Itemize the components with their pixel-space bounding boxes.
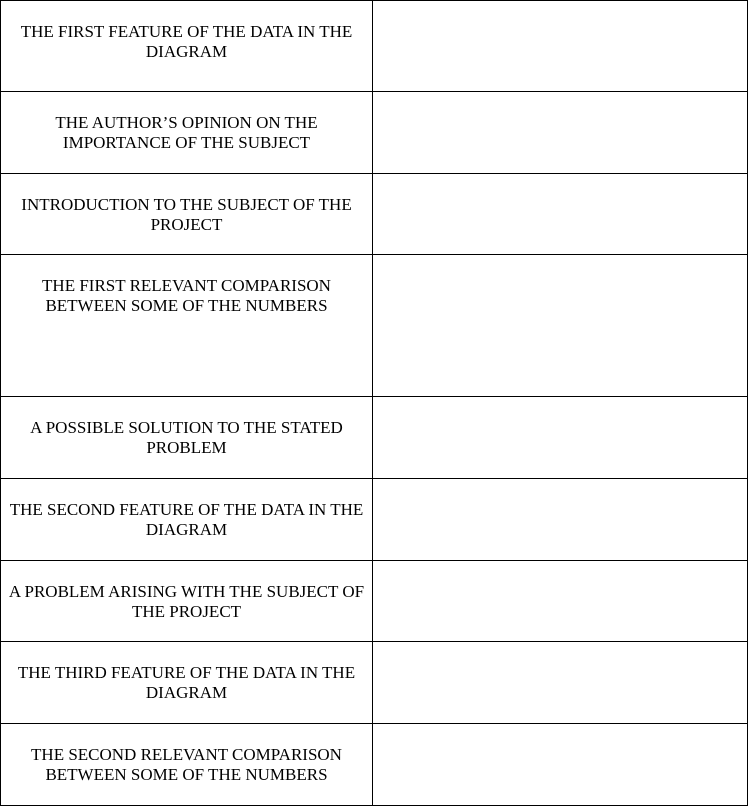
table-row	[1, 174, 748, 255]
table-row	[1, 642, 748, 724]
row-label: THE THIRD FEATURE OF THE DATA IN THE DIAGRAM	[1, 642, 373, 724]
table-row	[1, 724, 748, 806]
answer-cell[interactable]	[373, 724, 748, 806]
row-label: THE FIRST RELEVANT COMPARISON BETWEEN SOME OF THE NUMBERS	[1, 255, 373, 397]
answer-cell[interactable]	[373, 642, 748, 724]
row-label: A PROBLEM ARISING WITH THE SUBJECT OF THE PROJECT	[1, 561, 373, 642]
answer-cell[interactable]	[373, 1, 748, 92]
table-row	[1, 479, 748, 561]
answer-cell[interactable]	[373, 397, 748, 479]
row-label: THE SECOND FEATURE OF THE DATA IN THE DIAGRAM	[1, 479, 373, 561]
row-label: A POSSIBLE SOLUTION TO THE STATED PROBLEM	[1, 397, 373, 479]
table-row	[1, 255, 748, 397]
table-row	[1, 92, 748, 174]
answer-cell[interactable]	[373, 255, 748, 397]
row-label: INTRODUCTION TO THE SUBJECT OF THE PROJECT	[1, 174, 373, 255]
answer-cell[interactable]	[373, 479, 748, 561]
table-row	[1, 397, 748, 479]
answer-cell[interactable]	[373, 92, 748, 174]
answer-cell[interactable]	[373, 561, 748, 642]
table-row	[1, 561, 748, 642]
table-row	[1, 1, 748, 92]
answer-cell[interactable]	[373, 174, 748, 255]
row-label: THE FIRST FEATURE OF THE DATA IN THE DIAGRAM	[1, 1, 373, 92]
row-label: THE SECOND RELEVANT COMPARISON BETWEEN SOME OF THE NUMBERS	[1, 724, 373, 806]
row-label: THE AUTHOR’S OPINION ON THE IMPORTANCE OF THE SUBJECT	[1, 92, 373, 174]
